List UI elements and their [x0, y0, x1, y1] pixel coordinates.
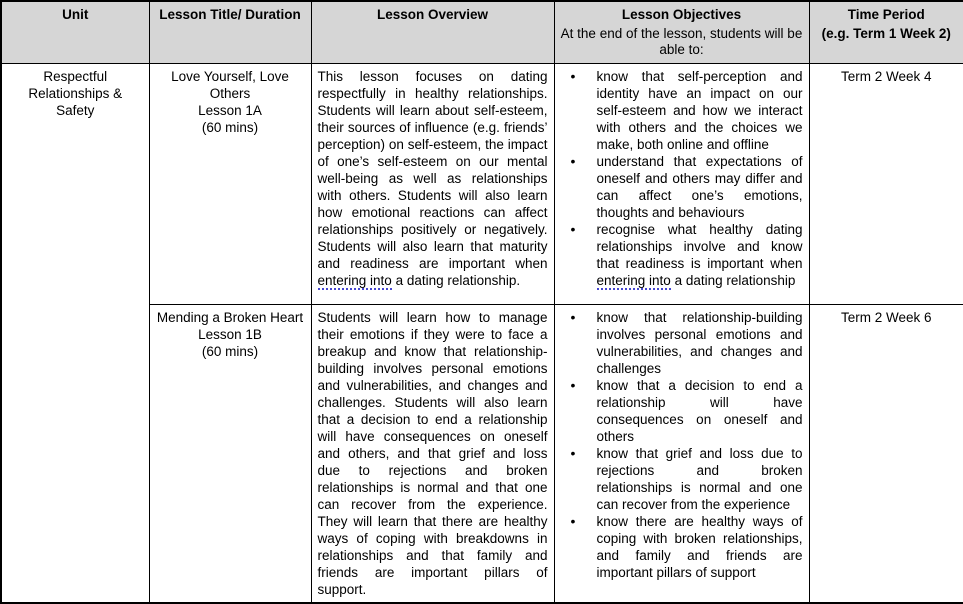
- overview-text: Students will learn how to manage their emotions if they were to face a breakup and know that relationship-building involves personal emotions and vulnerabilities, and changes and challenges. Students will also learn that a decision to end a relationship will have consequences on oneself and others, and that grief and loss due to rejections and broken relationships is normal and that one can recover from the experience. They will learn that there are healthy ways of coping with breakdowns in relationships and that family and friends are important pillars of support.: [317, 309, 548, 597]
- header-lesson-objectives-label: Lesson Objectives: [621, 7, 742, 22]
- header-lesson-overview-label: Lesson Overview: [376, 7, 489, 22]
- lesson-title-line: Lesson 1A: [198, 102, 262, 118]
- objective-item: [561, 445, 803, 513]
- time-period-value: Term 2 Week 4: [840, 68, 932, 84]
- lesson-title-line: (60 mins): [201, 343, 259, 359]
- table-row-lesson-1a: [1, 63, 963, 304]
- time-period-value: Term 2 Week 6: [840, 309, 932, 325]
- lesson-title-cell-1a: [149, 63, 311, 304]
- unit-name: Respectful Relationships & Safety: [28, 68, 123, 118]
- objective-item: [561, 221, 803, 289]
- header-lesson-title: [149, 1, 311, 63]
- objective-item: [561, 153, 803, 221]
- unit-cell: [1, 63, 149, 603]
- grammar-marked-text: entering into: [596, 272, 671, 288]
- objective-text: a dating relationship: [670, 272, 796, 288]
- overview-text: This lesson focuses on dating respectfully in healthy relationships. Students will learn about self-esteem, their sources of influence (e.g. friends’ perception) on self-esteem, the impact of one’s self-esteem on our mental well-being as well as relationships with others. Students will also learn how emotional reactions can affect relationships positively or negatively. Students will also learn that maturity and readiness are important when: [317, 68, 548, 271]
- objective-text: know that self-perception and identity have an impact on our self-esteem and how we interact with others and the choices we make, both online and offline: [596, 68, 803, 152]
- lesson-title-line: Love Yourself, Love Others: [171, 68, 289, 101]
- objectives-list: [561, 309, 803, 581]
- objective-text: understand that expectations of oneself and others may differ and can affect one’s emotions, thoughts and behaviours: [596, 153, 803, 220]
- objective-item: [561, 309, 803, 377]
- header-unit-label: Unit: [62, 7, 89, 22]
- lesson-objectives-cell-1b: [554, 304, 809, 603]
- objectives-list: [561, 68, 803, 289]
- objective-text: recognise what healthy dating relationships involve and know that readiness is important when: [596, 221, 803, 271]
- header-lesson-title-label: Lesson Title/ Duration: [159, 7, 301, 22]
- objective-text: know that a decision to end a relationship will have consequences on oneself and others: [596, 377, 803, 444]
- header-time-period: [809, 1, 963, 63]
- header-time-period-label: Time Period: [847, 7, 925, 22]
- header-lesson-overview: [311, 1, 554, 63]
- lesson-overview-cell-1a: [311, 63, 554, 304]
- header-unit: [1, 1, 149, 63]
- header-lesson-objectives: [554, 1, 809, 63]
- overview-text: a dating relationship.: [391, 272, 521, 288]
- header-time-period-subtext: (e.g. Term 1 Week 2): [821, 26, 951, 41]
- objective-text: know there are healthy ways of coping with broken relationships, and family and friends are important pillars of support: [596, 513, 803, 580]
- lesson-overview-cell-1b: [311, 304, 554, 603]
- objective-item: [561, 377, 803, 445]
- time-period-cell-1a: [809, 63, 963, 304]
- lesson-title-line: (60 mins): [201, 119, 259, 135]
- objective-item: [561, 68, 803, 153]
- lesson-overview-paragraph: [318, 309, 548, 598]
- lesson-overview-paragraph: [318, 68, 548, 289]
- lesson-objectives-cell-1a: [554, 63, 809, 304]
- objective-item: [561, 513, 803, 581]
- lesson-title-line: Mending a Broken Heart Lesson 1B: [156, 309, 304, 342]
- lesson-title-cell-1b: [149, 304, 311, 603]
- objective-text: know that relationship-building involves personal emotions and vulnerabilities, and changes and challenges: [596, 309, 803, 376]
- time-period-cell-1b: [809, 304, 963, 603]
- objective-text: know that grief and loss due to rejections and broken relationships is normal and one can recover from the experience: [596, 445, 803, 512]
- header-row: [1, 1, 963, 63]
- header-lesson-objectives-subtext: At the end of the lesson, students will be able to:: [560, 26, 803, 57]
- grammar-marked-text: entering into: [317, 272, 392, 288]
